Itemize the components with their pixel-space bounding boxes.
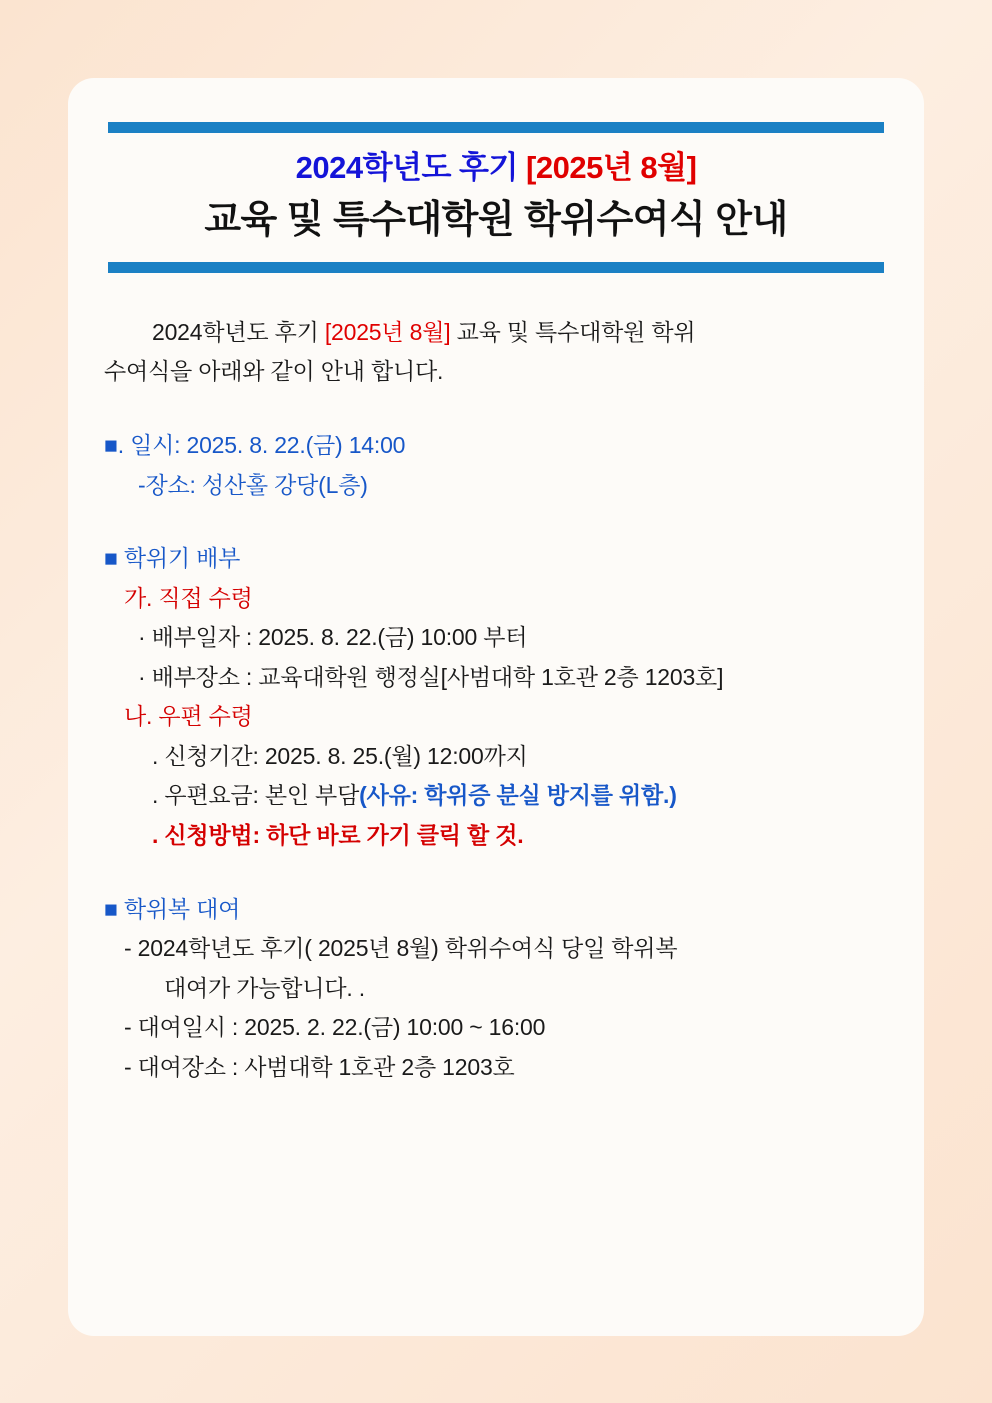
intro-highlight: [2025년 8월] [324,318,451,345]
title-block [98,133,894,254]
divider-bottom [108,262,884,273]
divider-top [108,122,884,133]
diploma-a-item-date: · 배부일자 : 2025. 8. 22.(금) 10:00 부터 [138,624,528,651]
schedule-place: -장소: 성산홀 강당(L층) [138,471,368,498]
notice-content [98,122,894,1087]
gown-item-datetime: - 대여일시 : 2025. 2. 22.(금) 10:00 ~ 16:00 [124,1014,546,1041]
gown-item-place: - 대여장소 : 사범대학 1호관 2층 1203호 [124,1053,515,1080]
gown-item1-line1: - 2024학년도 후기( 2025년 8월) 학위수여식 당일 학위복 [124,935,678,962]
intro-prefix: 2024학년도 후기 [152,318,325,345]
intro-second-line: 수여식을 아래와 같이 안내 합니다. [104,358,444,385]
diploma-a-item-place: · 배부장소 : 교육대학원 행정실[사범대학 1호관 2층 1203호] [138,663,724,690]
page-title-term: 2024학년도 후기 [295,150,527,185]
spacer-1 [98,392,894,426]
page-title-line1 [98,147,894,189]
postage-reason: (사유: 학위증 분실 방지를 위함.) [359,782,677,809]
gown-heading: ■ 학위복 대여 [104,895,241,922]
diploma-b-item-period: . 신청기간: 2025. 8. 25.(월) 12:00까지 [152,742,528,769]
intro-suffix: 교육 및 특수대학원 학위 [450,318,696,345]
intro-paragraph [104,313,890,392]
gown-item1-line2: 대여가 가능합니다. . [164,974,365,1001]
notice-body [98,313,894,1087]
diploma-a-label: 가. 직접 수령 [124,584,253,611]
notice-card [68,78,924,1336]
spacer-2 [98,505,894,539]
diploma-b-item-postage [152,776,894,816]
diploma-b-item-method: . 신청방법: 하단 바로 가기 클릭 할 것. [152,821,524,848]
page-title-line2: 교육 및 특수대학원 학위수여식 안내 [204,198,788,241]
diploma-heading: ■ 학위기 배부 [104,545,241,572]
postage-text: . 우편요금: 본인 부담 [152,782,360,809]
page-title-date: [2025년 8월] [526,150,697,185]
diploma-b-label: 나. 우편 수령 [124,703,253,730]
spacer-3 [98,856,894,890]
schedule-heading: ■. 일시: 2025. 8. 22.(금) 14:00 [104,432,406,459]
